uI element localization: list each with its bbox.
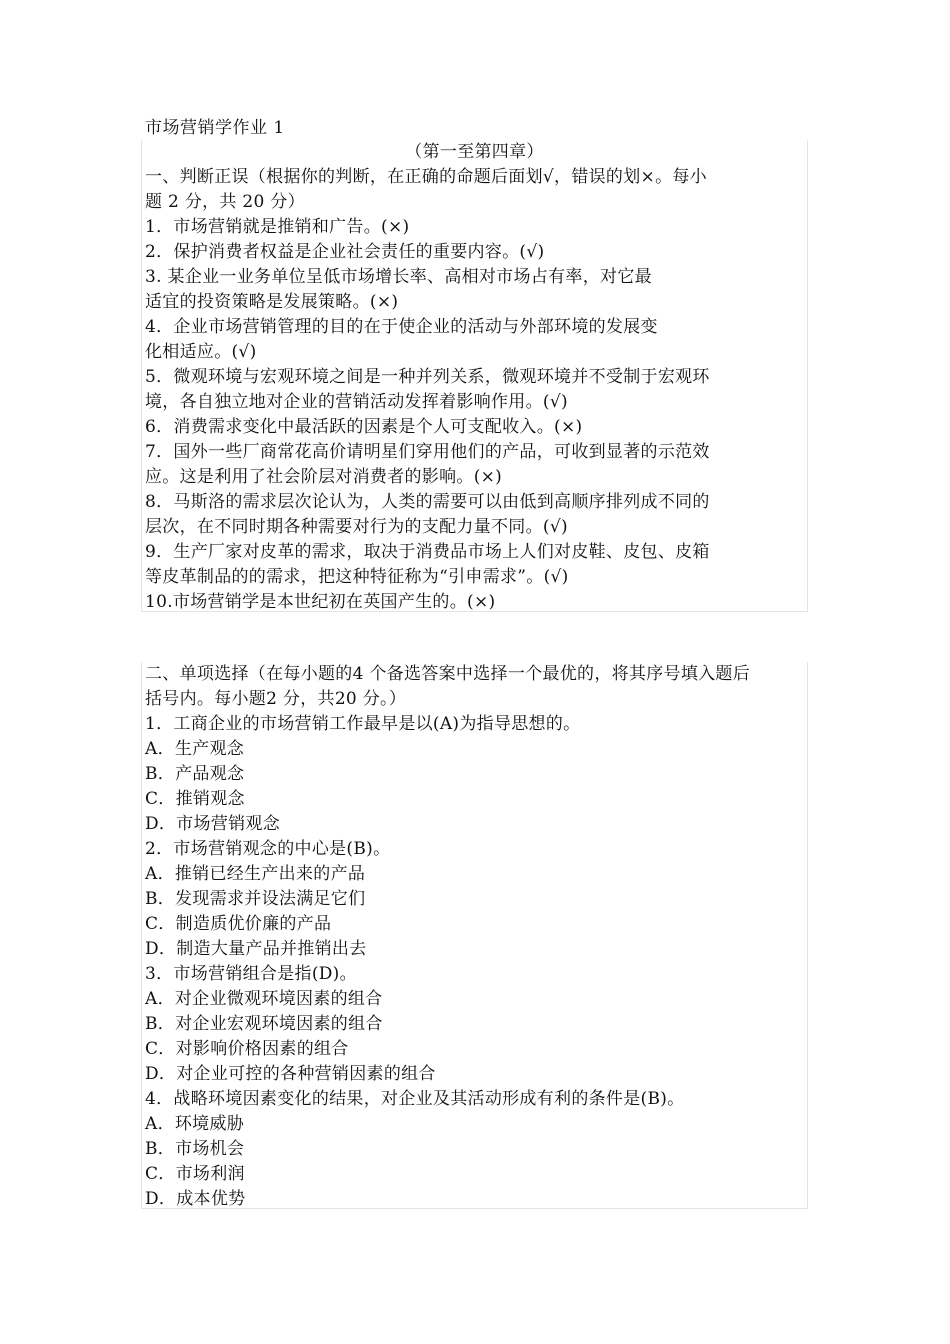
option-line: D．成本优势: [145, 1189, 246, 1209]
question-line: 10.市场营销学是本世纪初在英国产生的。(×): [145, 592, 496, 612]
option-line: A．对企业微观环境因素的组合: [145, 989, 383, 1009]
question-line: 2．保护消费者权益是企业社会责任的重要内容。(√): [145, 242, 545, 262]
option-line: A．推销已经生产出来的产品: [145, 864, 366, 884]
section-header-line-2: 括号内。每小题2 分，共20 分。）: [145, 689, 407, 709]
question-line: 5．微观环境与宏观环境之间是一种并列关系，微观环境并不受制于宏观环: [145, 367, 710, 387]
question-line: 6．消费需求变化中最活跃的因素是个人可支配收入。(×): [145, 417, 583, 437]
section-header-line-2: 题 2 分，共 20 分）: [145, 192, 305, 212]
option-line: C．制造质优价廉的产品: [145, 914, 332, 934]
option-line: B．市场机会: [145, 1139, 245, 1159]
option-line: B．对企业宏观环境因素的组合: [145, 1014, 383, 1034]
question-line: 层次，在不同时期各种需要对行为的支配力量不同。(√): [145, 517, 568, 537]
question-line: 9．生产厂家对皮革的需求，取决于消费品市场上人们对皮鞋、皮包、皮箱: [145, 542, 710, 562]
question-line: 应。这是利用了社会阶层对消费者的影响。(×): [145, 467, 503, 487]
question-list: [145, 712, 804, 1212]
section-true-false: [141, 140, 808, 612]
question-line: 3. 某企业一业务单位呈低市场增长率、高相对市场占有率，对它最: [145, 267, 652, 287]
option-line: C．市场利润: [145, 1164, 245, 1184]
question-line: 4．企业市场营销管理的目的在于使企业的活动与外部环境的发展变: [145, 317, 658, 337]
option-line: D．市场营销观念: [145, 814, 281, 834]
option-line: C．推销观念: [145, 789, 245, 809]
question-line: 等皮革制品的的需求，把这种特征称为“引申需求”。(√): [145, 567, 569, 587]
option-line: A．生产观念: [145, 739, 245, 759]
question-line: 1．市场营销就是推销和广告。(×): [145, 217, 410, 237]
chapter-range-subtitle: （第一至第四章）: [405, 142, 544, 162]
question-line: 1．工商企业的市场营销工作最早是以(A)为指导思想的。: [145, 714, 581, 734]
option-line: D．制造大量产品并推销出去: [145, 939, 367, 959]
question-line: 3．市场营销组合是指(D)。: [145, 964, 357, 984]
question-line: 境，各自独立地对企业的营销活动发挥着影响作用。(√): [145, 392, 568, 412]
option-line: A．环境威胁: [145, 1114, 245, 1134]
option-line: C．对影响价格因素的组合: [145, 1039, 349, 1059]
question-line: 化相适应。(√): [145, 342, 257, 362]
question-line: 2．市场营销观念的中心是(B)。: [145, 839, 391, 859]
question-list: [145, 215, 804, 615]
option-line: B．产品观念: [145, 764, 245, 784]
option-line: B．发现需求并设法满足它们: [145, 889, 366, 909]
question-line: 7．国外一些厂商常花高价请明星们穿用他们的产品，可收到显著的示范效: [145, 442, 710, 462]
section-single-choice: [141, 662, 808, 1209]
option-line: D．对企业可控的各种营销因素的组合: [145, 1064, 436, 1084]
document-title: 市场营销学作业 1: [145, 118, 285, 138]
section-header-line-1: 一、判断正误（根据你的判断，在正确的命题后面划√，错误的划×。每小: [145, 167, 707, 187]
question-line: 适宜的投资策略是发展策略。(×): [145, 292, 399, 312]
section-header-line-1: 二、单项选择（在每小题的4 个备选答案中选择一个最优的，将其序号填入题后: [145, 664, 751, 684]
question-line: 8．马斯洛的需求层次论认为，人类的需要可以由低到高顺序排列成不同的: [145, 492, 710, 512]
question-line: 4．战略环境因素变化的结果，对企业及其活动形成有利的条件是(B)。: [145, 1089, 685, 1109]
